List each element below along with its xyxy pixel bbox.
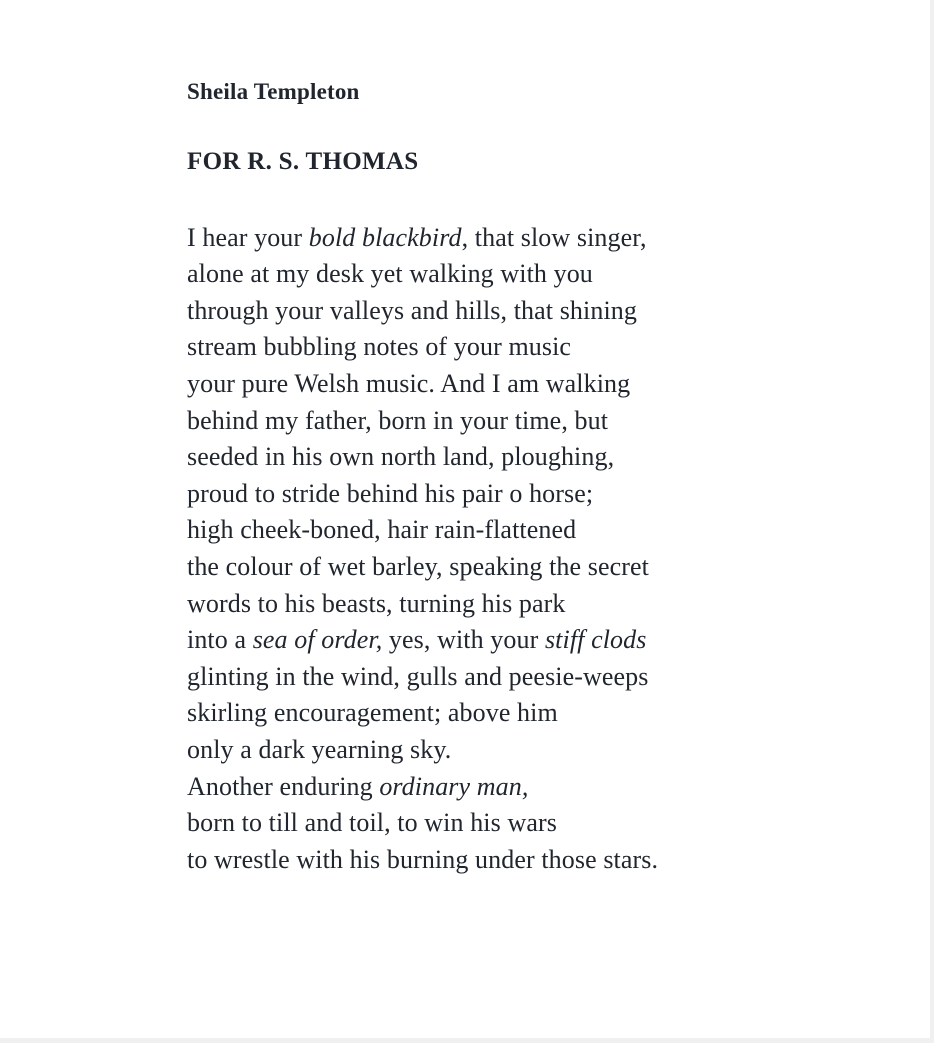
poem-italic-segment: bold blackbird	[308, 222, 462, 252]
poem-text-segment: through your valleys and hills, that shining	[187, 295, 637, 325]
poem-title: FOR R. S. THOMAS	[187, 147, 419, 175]
poem-line	[187, 439, 827, 476]
poem-line	[187, 329, 827, 366]
poem-text-segment: Another enduring	[187, 771, 380, 801]
poem-body	[187, 220, 827, 879]
poem-line	[187, 586, 827, 623]
poem-text-segment: to wrestle with his burning under those stars.	[187, 844, 659, 874]
poem-text-segment: born to till and toil, to win his wars	[187, 808, 557, 838]
poem-text-segment: stream bubbling notes of your music	[187, 332, 572, 362]
poem-italic-segment: stiff clods	[544, 625, 647, 655]
poem-line	[187, 293, 827, 330]
poem-text-segment: alone at my desk yet walking with you	[187, 259, 593, 289]
poem-text-segment: only a dark yearning sky.	[187, 734, 452, 764]
poem-author: Sheila Templeton	[187, 79, 360, 104]
poem-line	[187, 512, 827, 549]
poem-text-segment: , that slow singer,	[461, 222, 647, 252]
poem-text-segment: into a	[187, 625, 253, 655]
poem-line	[187, 403, 827, 440]
poem-line	[187, 476, 827, 513]
poem-line	[187, 805, 827, 842]
poem-line	[187, 769, 827, 806]
poem-text-segment: proud to stride behind his pair o horse;	[187, 478, 594, 508]
poem-line	[187, 366, 827, 403]
poem-italic-segment: sea of order,	[252, 625, 383, 655]
poem-text-segment: high cheek-boned, hair rain-flattened	[187, 515, 577, 545]
poem-line	[187, 220, 827, 257]
poem-line	[187, 695, 827, 732]
poem-line	[187, 659, 827, 696]
poem-text-segment: your pure Welsh music. And I am walking	[187, 368, 631, 398]
poem-line	[187, 256, 827, 293]
poem-line	[187, 842, 827, 879]
poem-text-segment: glinting in the wind, gulls and peesie-weeps	[187, 661, 649, 691]
poem-text-segment: yes, with your	[382, 625, 545, 655]
poem-italic-segment: ordinary man,	[379, 771, 529, 801]
poem-line	[187, 732, 827, 769]
poem-text-segment: the colour of wet barley, speaking the secret	[187, 551, 649, 581]
poem-text-segment: behind my father, born in your time, but	[187, 405, 609, 435]
poem-text-segment: words to his beasts, turning his park	[187, 588, 566, 618]
poem-text-segment: I hear your	[187, 222, 309, 252]
poem-line	[187, 622, 827, 659]
poem-text-segment: skirling encouragement; above him	[187, 698, 558, 728]
page-content	[187, 78, 827, 878]
poem-line	[187, 549, 827, 586]
poem-text-segment: seeded in his own north land, ploughing,	[187, 442, 615, 472]
